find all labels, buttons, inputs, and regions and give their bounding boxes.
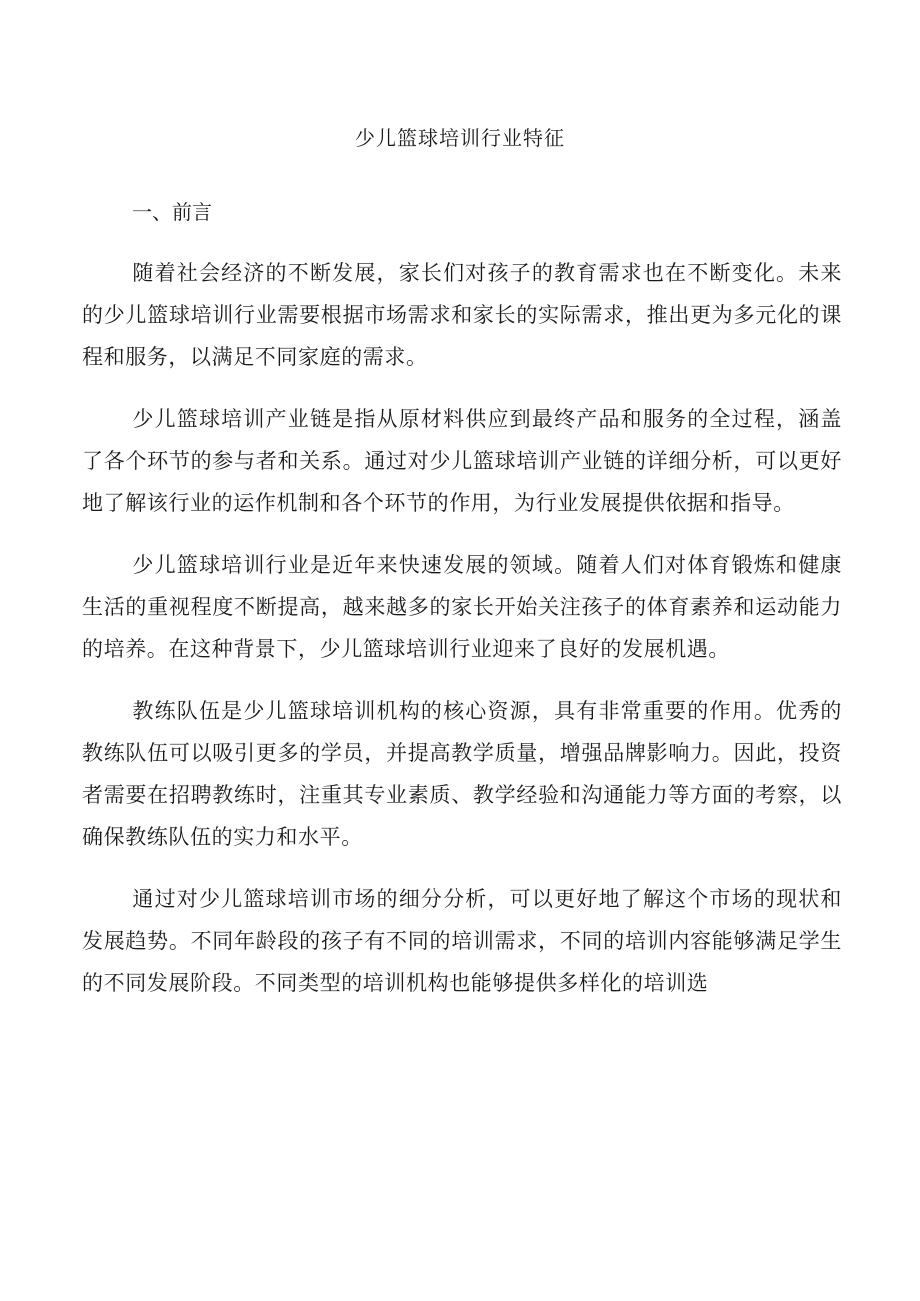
paragraph: 通过对少儿篮球培训市场的细分分析，可以更好地了解这个市场的现状和发展趋势。不同年龄段的孩子有不同的培训需求，不同的培训内容能够满足学生的不同发展阶段。不同类型的培训机构也能够提供多样化的培训选 [82,887,842,995]
paragraph: 少儿篮球培训行业是近年来快速发展的领域。随着人们对体育锻炼和健康生活的重视程度不断提高，越来越多的家长开始关注孩子的体育素养和运动能力的培养。在这种背景下，少儿篮球培训行业迎来了良好的发展机遇。 [82,553,842,661]
body-text [82,252,842,1024]
paragraph: 随着社会经济的不断发展，家长们对孩子的教育需求也在不断变化。未来的少儿篮球培训行业需要根据市场需求和家长的实际需求，推出更为多元化的课程和服务，以满足不同家庭的需求。 [82,261,842,369]
document-title: 少儿篮球培训行业特征 [355,126,565,150]
section-heading: 一、前言 [132,200,212,224]
paragraph: 教练队伍是少儿篮球培训机构的核心资源，具有非常重要的作用。优秀的教练队伍可以吸引更多的学员，并提高教学质量，增强品牌影响力。因此，投资者需要在招聘教练时，注重其专业素质、教学经验和沟通能力等方面的考察，以确保教练队伍的实力和水平。 [82,699,842,849]
paragraph: 少儿篮球培训产业链是指从原材料供应到最终产品和服务的全过程，涵盖了各个环节的参与者和关系。通过对少儿篮球培训产业链的详细分析，可以更好地了解该行业的运作机制和各个环节的作用，为行业发展提供依据和指导。 [82,407,842,515]
